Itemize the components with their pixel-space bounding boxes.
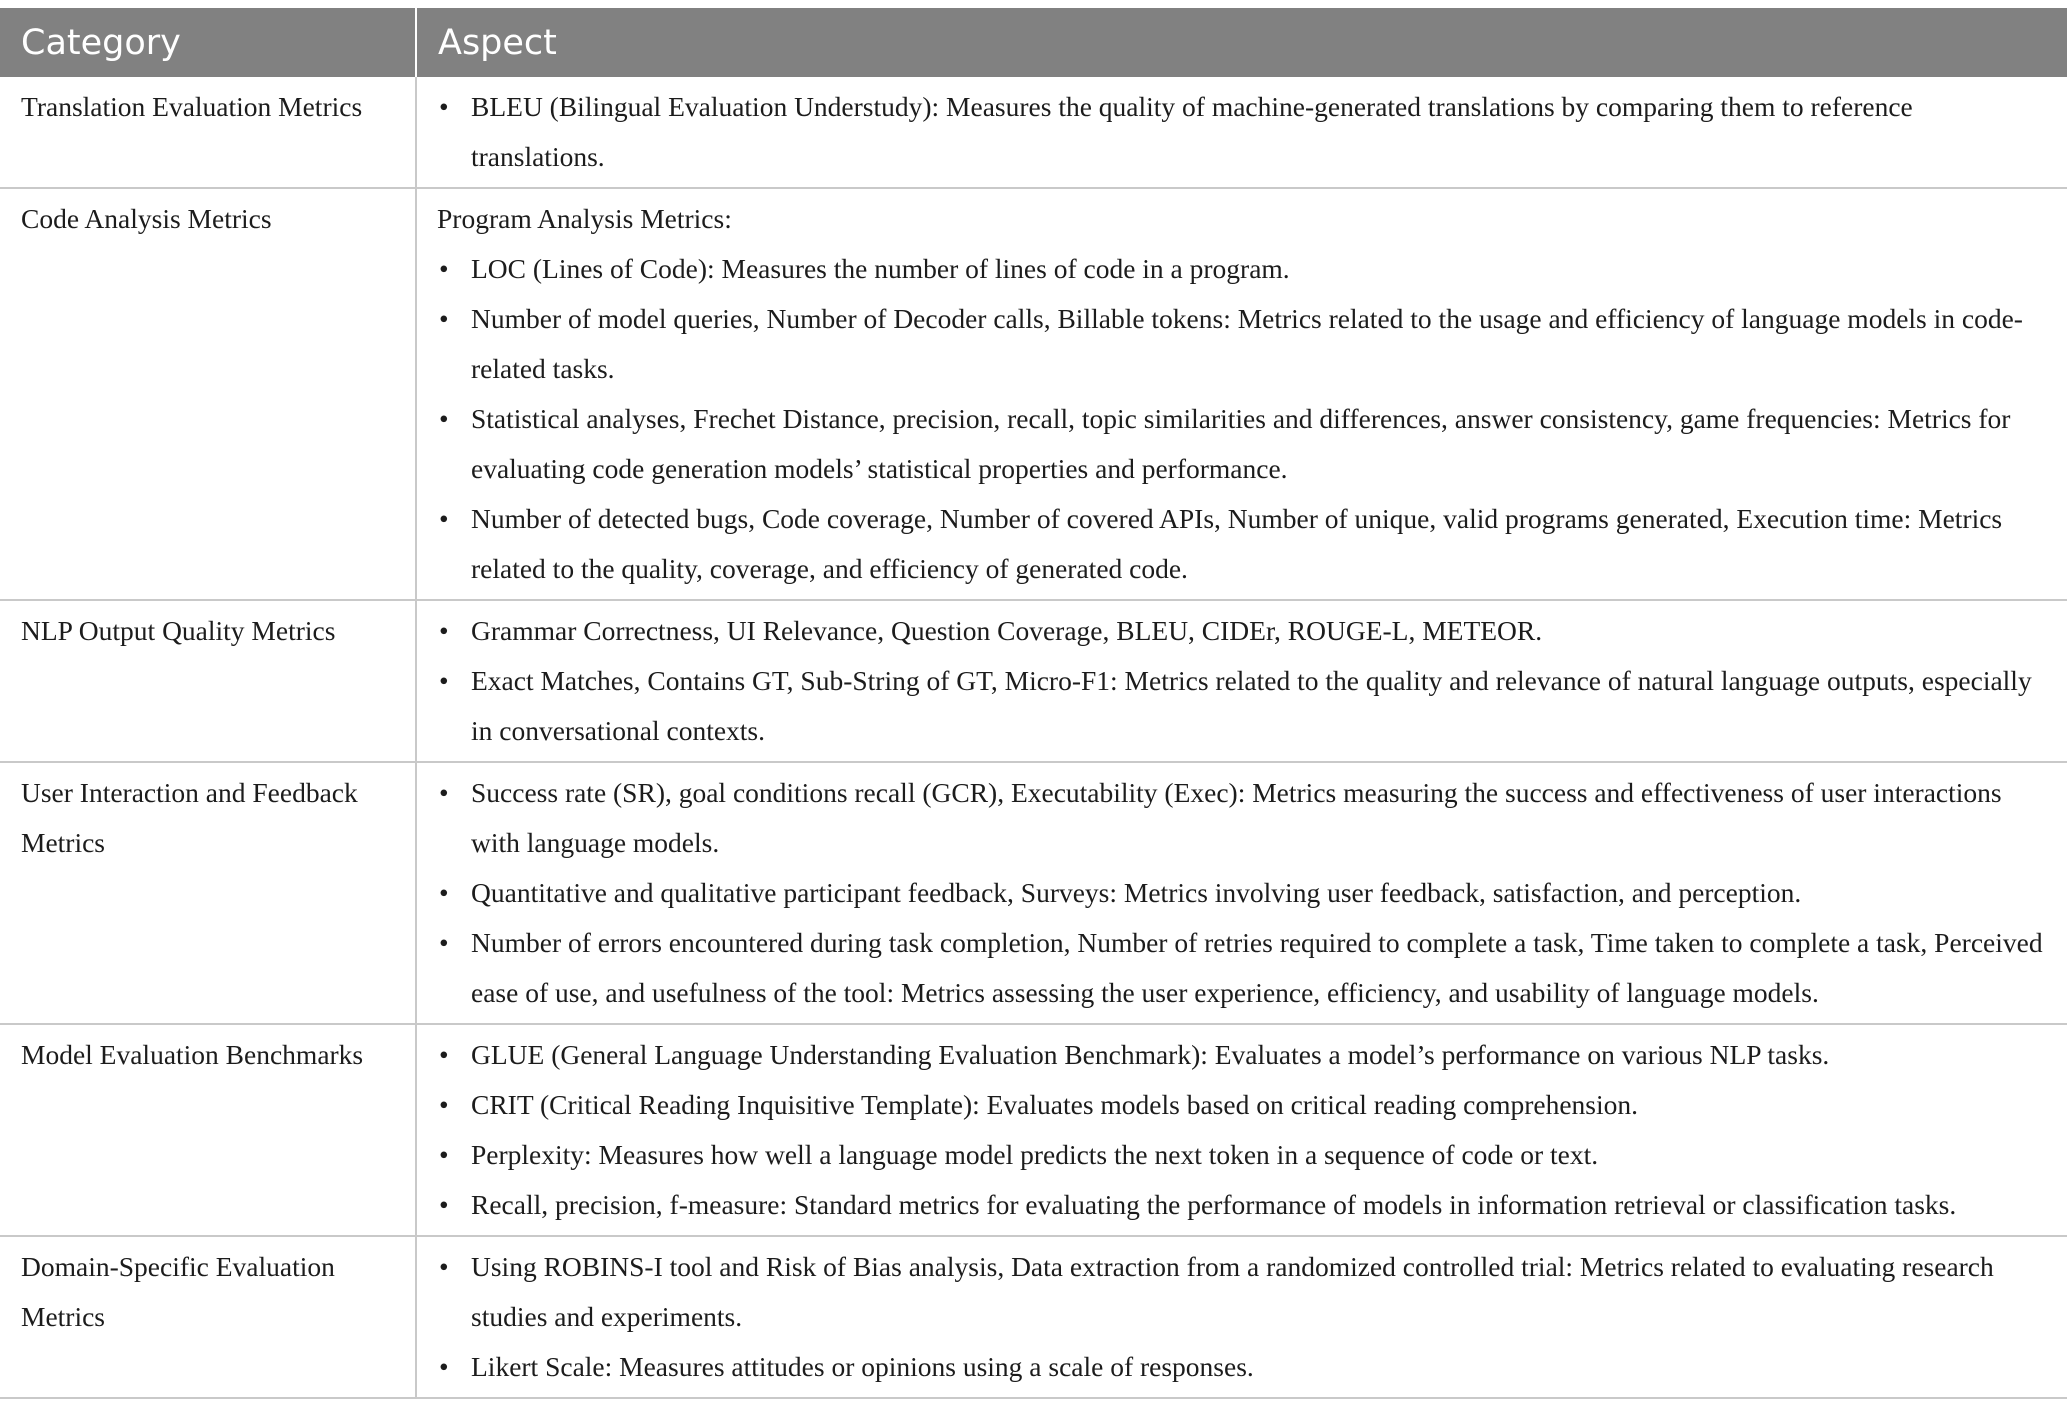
category-cell: Translation Evaluation Metrics (0, 77, 416, 188)
category-cell: Code Analysis Metrics (0, 188, 416, 600)
aspect-list-item: • Recall, precision, f-measure: Standard metrics for evaluating the performance of models in information retrieval or classification tasks. (437, 1180, 2047, 1230)
aspect-list (437, 1242, 2047, 1392)
aspect-cell (416, 77, 2067, 188)
aspect-cell (416, 762, 2067, 1024)
aspect-list-item: • Number of errors encountered during task completion, Number of retries required to complete a task, Time taken to complete a task, Perceived ease of use, and usefulness of the tool: Metrics assessing the user experience, efficiency, and usability of language models. (437, 918, 2047, 1018)
aspect-list (437, 244, 2047, 594)
aspect-cell (416, 600, 2067, 762)
aspect-list-item: • BLEU (Bilingual Evaluation Understudy): Measures the quality of machine-generated translations by comparing them to reference translations. (437, 82, 2047, 182)
table-row (0, 762, 2067, 1024)
aspect-list-item: • Using ROBINS-I tool and Risk of Bias analysis, Data extraction from a randomized controlled trial: Metrics related to evaluating research studies and experiments. (437, 1242, 2047, 1342)
aspect-cell (416, 1236, 2067, 1398)
table-row (0, 188, 2067, 600)
header-category: Category (0, 8, 416, 77)
aspect-list (437, 606, 2047, 756)
aspect-list-item: • Statistical analyses, Frechet Distance, precision, recall, topic similarities and differences, answer consistency, game frequencies: Metrics for evaluating code generation models’ statistical properties and performance. (437, 394, 2047, 494)
category-cell: Domain-Specific Evaluation Metrics (0, 1236, 416, 1398)
header-row (0, 8, 2067, 77)
category-cell: NLP Output Quality Metrics (0, 600, 416, 762)
aspect-list-item: • CRIT (Critical Reading Inquisitive Template): Evaluates models based on critical reading comprehension. (437, 1080, 2047, 1130)
aspect-list-item: • Quantitative and qualitative participant feedback, Surveys: Metrics involving user feedback, satisfaction, and perception. (437, 868, 2047, 918)
table-header (0, 8, 2067, 77)
category-cell: User Interaction and Feedback Metrics (0, 762, 416, 1024)
table-row (0, 77, 2067, 188)
metrics-table (0, 8, 2067, 1399)
aspect-list-item: • GLUE (General Language Understanding Evaluation Benchmark): Evaluates a model’s performance on various NLP tasks. (437, 1030, 2047, 1080)
aspect-cell (416, 188, 2067, 600)
aspect-cell (416, 1024, 2067, 1236)
table-row (0, 1024, 2067, 1236)
header-aspect: Aspect (416, 8, 2067, 77)
aspect-list-item: • LOC (Lines of Code): Measures the number of lines of code in a program. (437, 244, 2047, 294)
table-row (0, 1236, 2067, 1398)
aspect-list-item: • Exact Matches, Contains GT, Sub-String of GT, Micro-F1: Metrics related to the quality and relevance of natural language outputs, especially in conversational contexts. (437, 656, 2047, 756)
aspect-list-item: • Perplexity: Measures how well a language model predicts the next token in a sequence of code or text. (437, 1130, 2047, 1180)
aspect-list (437, 1030, 2047, 1230)
aspect-list-item: • Success rate (SR), goal conditions recall (GCR), Executability (Exec): Metrics measuring the success and effectiveness of user interactions with language models. (437, 768, 2047, 868)
aspect-list (437, 82, 2047, 182)
aspect-list-item: • Likert Scale: Measures attitudes or opinions using a scale of responses. (437, 1342, 2047, 1392)
aspect-list-item: • Number of detected bugs, Code coverage, Number of covered APIs, Number of unique, valid programs generated, Execution time: Metrics related to the quality, coverage, and efficiency of generated code. (437, 494, 2047, 594)
aspect-list-item: • Number of model queries, Number of Decoder calls, Billable tokens: Metrics related to the usage and efficiency of language models in code-related tasks. (437, 294, 2047, 394)
aspect-intro: Program Analysis Metrics: (437, 203, 732, 234)
category-cell: Model Evaluation Benchmarks (0, 1024, 416, 1236)
table-body (0, 77, 2067, 1398)
aspect-list (437, 768, 2047, 1018)
metrics-table-container (0, 8, 2067, 1399)
aspect-list-item: • Grammar Correctness, UI Relevance, Question Coverage, BLEU, CIDEr, ROUGE-L, METEOR. (437, 606, 2047, 656)
table-row (0, 600, 2067, 762)
